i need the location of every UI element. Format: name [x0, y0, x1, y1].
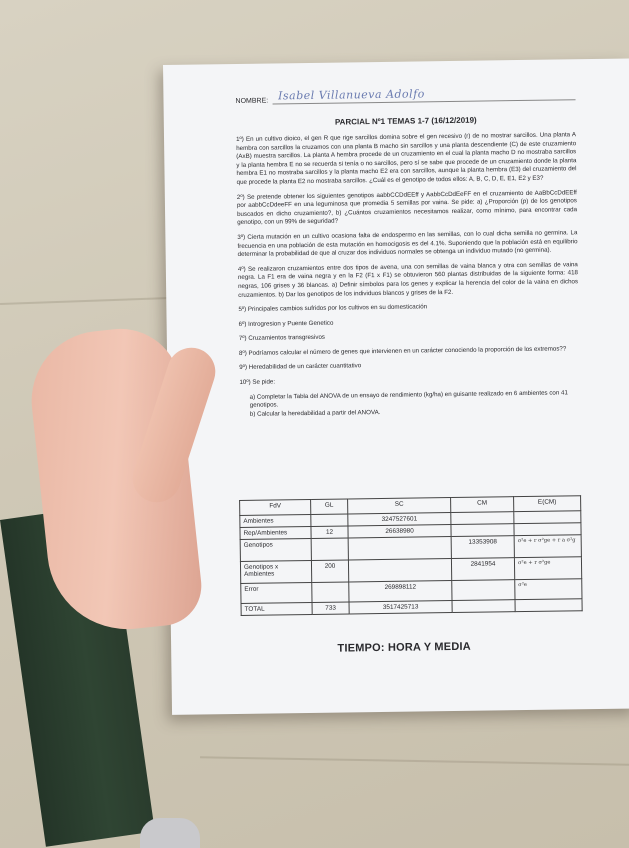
table-cell: 13353908 — [451, 536, 514, 559]
exam-content — [235, 79, 580, 419]
question-5: 5º) Principales cambios sufridos por los cultivos en su domesticación — [238, 303, 428, 314]
shoe-tip — [140, 818, 200, 848]
question-6: 6º) Introgresion y Puente Genetico — [238, 319, 334, 328]
table-cell — [514, 523, 581, 536]
table-cell: 3517425713 — [349, 601, 452, 614]
table-header: FdV — [240, 499, 311, 515]
table-cell — [348, 559, 451, 582]
table-cell: 2841954 — [451, 558, 514, 581]
table-cell: 12 — [311, 526, 348, 539]
table-header: SC — [348, 498, 451, 514]
question-10: 10º) Se pide: — [239, 378, 276, 387]
name-line — [272, 83, 576, 104]
name-row — [235, 83, 575, 105]
table-cell: 26638980 — [348, 525, 451, 538]
question-10-part-b: b) Calcular la heredabilidad a partir del ANOVA. — [249, 408, 381, 418]
table-cell — [452, 600, 515, 613]
table-header: E(CM) — [514, 496, 581, 512]
handwritten-name: Isabel Villanueva Adolfo — [278, 87, 425, 103]
table-header: CM — [451, 497, 514, 513]
table-cell: TOTAL — [241, 602, 312, 615]
table-cell — [311, 538, 348, 561]
anova-table — [239, 495, 583, 616]
table-cell: σ²e + r σ²ge + r a σ²g — [514, 535, 581, 558]
table-cell: σ²e + r σ²ge — [514, 557, 581, 580]
table-cell — [515, 599, 582, 612]
table-cell: Ambientes — [240, 514, 311, 527]
table-cell — [452, 580, 515, 601]
question-7: 7º) Cruzamientos transgresivos — [238, 334, 326, 343]
question-9: 9º) Heredabilidad de un carácter cuantitativo — [239, 362, 362, 372]
question-10-part-a: a) Completar la Tabla del ANOVA de un ensayo de rendimiento (kg/ha) en guisante realizado en 6 ambientes con 41 genotipos. — [249, 389, 568, 410]
table-cell — [311, 514, 348, 527]
table-cell: 733 — [312, 602, 349, 615]
table-cell — [514, 511, 581, 524]
table-cell: Genotipos x Ambientes — [240, 560, 311, 583]
table-cell — [348, 537, 451, 560]
question-8: 8º) Podríamos calcular el número de genes que intervienen en un carácter conociendo la proporción de los extremos?? — [238, 345, 567, 357]
floor-tile-line — [0, 297, 170, 305]
question-2: 2º) Se pretende obtener los siguientes genotipos aabbCCDdEEff y AabbCcDdEeFF en el cruzamiento de AaBbCcDdEEff por aabbCcDdeeFF en una leguminosa que promedia 5 semillas por vaina. Se pide: a) ¿Proporción (p) de los genotipos buscados en dicho cruzamiento?, b) ¿Cuántos cruzamientos necesitamos realizar, como mínimo, para encontrar cada genotipo, con un 99% de seguridad? — [236, 188, 578, 227]
table-cell: σ²e — [515, 579, 582, 600]
table-cell — [451, 512, 514, 525]
table-cell: Error — [241, 582, 312, 603]
question-4: 4º) Se realizaron cruzamientos entre dos tipos de avena, una con semillas de vaina blanca y otra con semillas de vaina negra. La F1 era de vaina negra y en la F2 (F1 x F1) se obtuvieron 560 plantas distribuidas de la siguiente forma: 418 negras, 106 grises y 36 blancas. a) Definir símbolos para los genes y explicar la herencia del color de la vaina en dichos cruzamientos. b) Dar los genotipos de los individuos blancos y grises de la F2. — [237, 260, 579, 299]
floor-tile-line — [200, 756, 629, 765]
table-cell — [312, 582, 349, 603]
exam-footer: TIEMPO: HORA Y MEDIA — [337, 640, 471, 655]
question-1: 1º) En un cultivo dioico, el gen R que rige sarcillos domina sobre el gen recesivo (r) de no mostrar sarcillos. Una planta A hembra con sarcillos la cruzamos con una planta B macho sin sarcillos y una planta descendiente (C) de este cruzamiento (AxB) muestra sarcillos. La planta A hembra procede de un cruzamiento en el cual la planta macho D no mostraba sarcillos y la planta hembra E no se recuerda si tenía o no sarcillos, pero sí se sabe que procede de un cruzamiento donde la planta hembra E1 no mostraba sarcillos y la planta macho E2 era con sarcillos, aunque la planta hembra (E3) del cruzamiento del que procede la planta E2 no mostraba sarcillos. ¿Cuál es el genotipo de todos ellos: A, B, C, D, E, E1, E2 y E3? — [235, 131, 577, 186]
exam-sheet — [163, 58, 629, 714]
table-cell: 200 — [311, 560, 348, 583]
table-cell: 269898112 — [349, 581, 452, 602]
question-3: 3º) Cierta mutación en un cultivo ocasiona falta de endospermo en las semillas, con lo cual dicha semilla no germina. La frecuencia en una población de esta mutación en homocigosis es del 4.1%. Suponiendo que la población está en equilibrio determinar la probabilidad de que al cruzar dos individuos normales se obtenga un individuo mutado (no germina). — [237, 229, 578, 259]
table-cell — [451, 524, 514, 537]
name-label: NOMBRE: — [235, 97, 269, 105]
table-cell: Genotipos — [240, 538, 311, 561]
table-header: GL — [311, 499, 348, 515]
table-cell: Rep/Ambientes — [240, 526, 311, 539]
exam-title: PARCIAL Nº1 TEMAS 1-7 (16/12/2019) — [334, 115, 477, 127]
table-cell: 3247527601 — [348, 513, 451, 526]
